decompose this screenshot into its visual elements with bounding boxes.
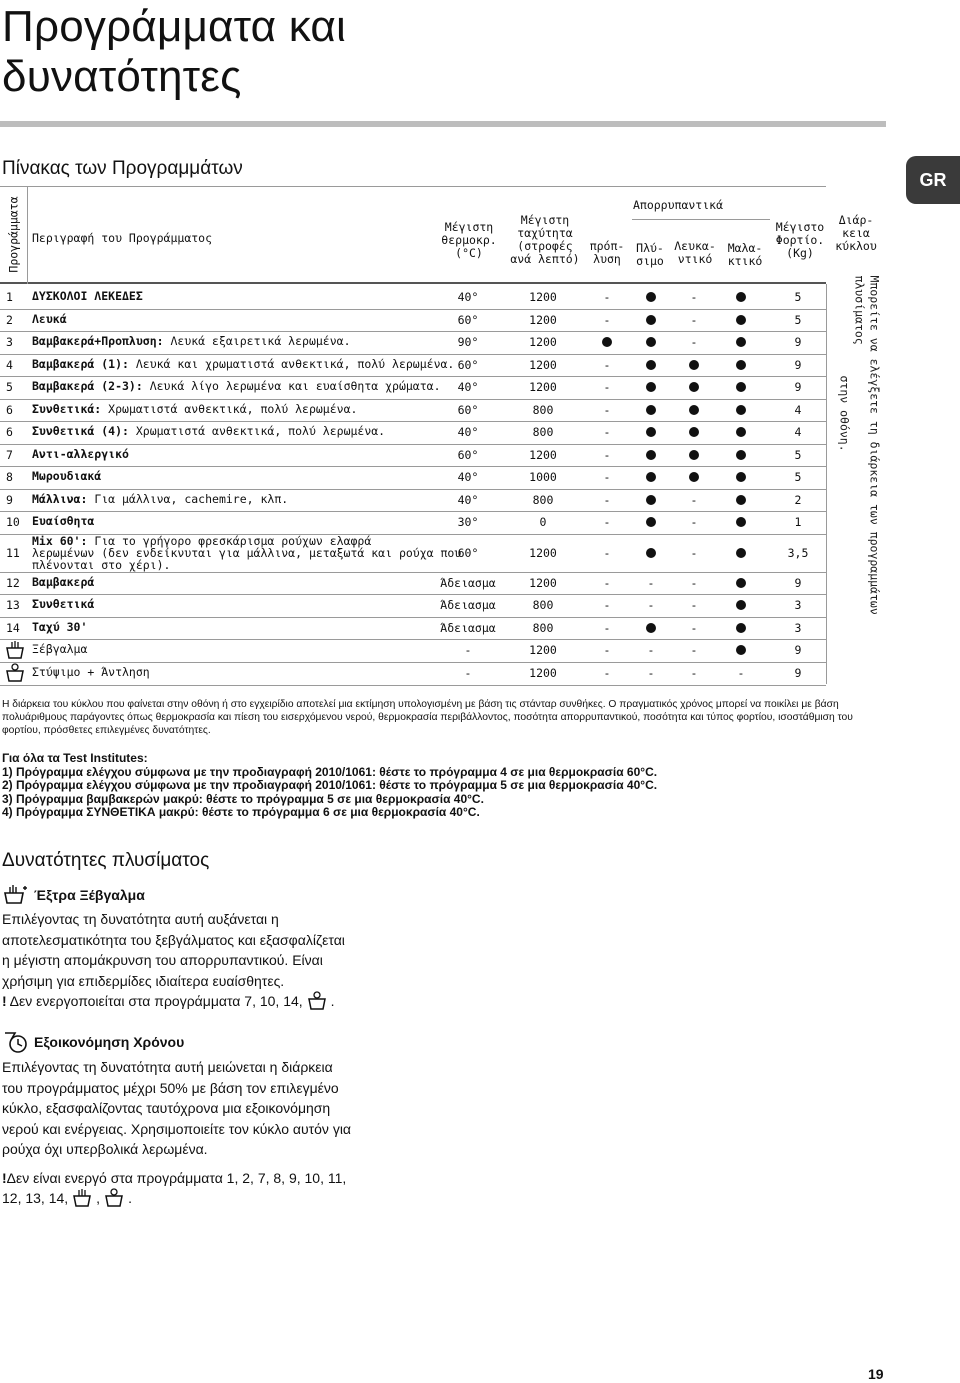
test-institutes-line: 2) Πρόγραμμα ελέγχου σύμφωνα με την προδιαγραφή 2010/1061: θέστε το πρόγραμμα 5 σε μια θερμοκρασία 40°C.	[2, 778, 658, 792]
row-bleach: -	[690, 620, 698, 635]
row-load: 9	[794, 380, 802, 395]
detergents-underline	[632, 219, 770, 220]
rinse-icon	[71, 1188, 93, 1208]
row-number: 9	[6, 492, 13, 507]
row-bleach-dot	[689, 450, 699, 460]
row-pre: -	[603, 470, 611, 485]
row-pre: -	[603, 447, 611, 462]
programs-table	[0, 186, 886, 684]
row-divider	[0, 376, 826, 377]
page-title-line-1: Προγράμματα και	[2, 2, 346, 51]
row-program-detail: Ξέβγαλμα	[32, 642, 88, 657]
time-saver-section	[2, 1030, 422, 1209]
row-speed: 1200	[529, 575, 557, 590]
row-bleach: -	[690, 312, 698, 327]
row-bleach-dot	[689, 472, 699, 482]
row-bleach: -	[690, 335, 698, 350]
row-description	[32, 493, 288, 505]
row-divider	[0, 639, 826, 640]
row-number: 2	[6, 312, 13, 327]
row-divider	[0, 594, 826, 595]
row-number: 6	[6, 402, 13, 417]
row-number: 1	[6, 290, 13, 305]
row-description	[32, 335, 351, 347]
row-soft-dot	[736, 360, 746, 370]
header-max-temp: Μέγιστη θερμοκρ. (°C)	[441, 220, 497, 260]
row-number: 6	[6, 425, 13, 440]
test-institutes-line: 1) Πρόγραμμα ελέγχου σύμφωνα με την προδιαγραφή 2010/1061: θέστε το πρόγραμμα 4 σε μια θερμοκρασία 60°C.	[2, 764, 658, 779]
spin-icon	[103, 1188, 125, 1208]
row-load: 3	[794, 620, 802, 635]
row-description	[32, 643, 87, 655]
row-soft-dot	[736, 292, 746, 302]
row-soft-dot	[736, 517, 746, 527]
row-program-name: ΔΥΣΚΟΛΟΙ ΛΕΚΕΔΕΣ	[32, 289, 143, 304]
row-load: 3	[794, 598, 802, 613]
header-bleach: Λευκα- ντικό	[674, 239, 716, 266]
extra-rinse-warning: ! Δεν ενεργοποιείται στα προγράμματα 7, 10, 14, .	[2, 991, 422, 1012]
row-program-name: Βαμβακερά	[32, 574, 95, 589]
row-load: 1	[794, 515, 802, 530]
row-program-name: Mix 60':	[32, 533, 88, 548]
row-speed: 800	[532, 492, 554, 507]
header-top-line	[0, 186, 826, 187]
row-wash: -	[647, 643, 655, 658]
row-soft-dot	[736, 472, 746, 482]
row-program-name: Μάλλινα:	[32, 491, 88, 506]
extra-rinse-icon	[2, 884, 28, 906]
row-temp: 40°	[457, 380, 479, 395]
table-header	[0, 186, 826, 284]
row-number: 4	[6, 357, 13, 372]
row-pre: -	[603, 545, 611, 560]
header-wash: Πλύ- σιμο	[636, 241, 664, 268]
row-description	[32, 313, 67, 325]
row-program-name: Βαμβακερά (1):	[32, 356, 129, 371]
row-divider	[0, 444, 826, 445]
row-program-name: Συνθετικά	[32, 597, 95, 612]
row-description	[32, 448, 129, 460]
row-temp: 60°	[457, 312, 479, 327]
row-pre: -	[603, 515, 611, 530]
header-prewash: πρόπ- λυση	[589, 239, 625, 266]
row-program-name: Βαμβακερά (2-3):	[32, 379, 143, 394]
table-bottom-line	[0, 685, 826, 686]
row-wash-dot	[646, 450, 656, 460]
warning-mark: !	[2, 1169, 7, 1186]
row-program-name: Συνθετικά:	[32, 401, 102, 416]
row-wash-dot	[646, 360, 656, 370]
language-tab: GR	[906, 156, 960, 204]
row-speed: 800	[532, 402, 554, 417]
extra-rinse-heading	[2, 884, 422, 906]
row-pre-dot	[602, 337, 612, 347]
warning-mark: !	[2, 993, 7, 1009]
row-temp: 60°	[457, 357, 479, 372]
row-load: 4	[794, 425, 802, 440]
row-program-name: Συνθετικά (4):	[32, 424, 129, 439]
row-load: 5	[794, 290, 802, 305]
row-program-detail: Για μάλλινα, cachemire, κλπ.	[87, 491, 289, 506]
row-program-detail: Λευκά και χρωματιστά ανθεκτικά, πολύ λερωμένα.	[128, 356, 455, 371]
row-soft-dot	[736, 548, 746, 558]
row-pre: -	[603, 620, 611, 635]
row-bleach: -	[690, 492, 698, 507]
title-divider	[0, 121, 886, 127]
row-number: 5	[6, 380, 13, 395]
row-bleach: -	[690, 665, 698, 680]
row-pre: -	[603, 492, 611, 507]
row-number: 7	[6, 447, 13, 462]
row-soft-dot	[736, 315, 746, 325]
row-program-name: Μωρουδιακά	[32, 469, 102, 484]
row-wash: -	[647, 575, 655, 590]
row-description	[32, 358, 454, 370]
time-saver-warning: !Δεν είναι ενεργό στα προγράμματα 1, 2, 7, 8, 9, 10, 11, 12, 13, 14, , .	[2, 1168, 422, 1209]
row-speed: 1200	[529, 312, 557, 327]
row-soft-dot	[736, 495, 746, 505]
row-pre: -	[603, 312, 611, 327]
row-load: 2	[794, 492, 802, 507]
row-load: 9	[794, 335, 802, 350]
row-description	[32, 598, 94, 610]
row-bleach-dot	[689, 405, 699, 415]
row-speed: 1200	[529, 335, 557, 350]
duration-disclaimer: Η διάρκεια του κύκλου που φαίνεται στην οθόνη ή στο εγχειρίδιο αποτελεί μια εκτίμηση υπολογισμένη με βάση τις στάνταρ συνθήκες. Ο πραγματικός χρόνος μπορεί να ποικίλει με βάση πολυάριθμους παράγοντες όπως θερμοκρασία και πίεση του εισερχόμενου νερού, θερμοκρασία περιβάλλοντος, ποσότητα απορρυπαντικού, ποσότητα και τύπος φορτίου, ισοστάθμιση του φορτίου, πρόσθετες επιλεγμένες δυνατότητες.	[2, 699, 853, 736]
row-number: 3	[6, 335, 13, 350]
row-description	[32, 470, 101, 482]
row-pre: -	[603, 425, 611, 440]
row-load: 5	[794, 447, 802, 462]
row-divider	[0, 511, 826, 512]
row-load: 4	[794, 402, 802, 417]
row-description	[32, 403, 357, 415]
row-number: 13	[6, 598, 20, 613]
test-institutes-line: 3) Πρόγραμμα βαμβακερών μακρύ: θέστε το πρόγραμμα 5 σε μια θερμοκρασία 40°C.	[2, 791, 484, 806]
row-description	[32, 425, 385, 437]
test-institutes	[2, 752, 657, 820]
row-pre: -	[603, 357, 611, 372]
row-divider	[0, 331, 826, 332]
row-divider	[0, 354, 826, 355]
row-temp: 40°	[457, 470, 479, 485]
row-load: 9	[794, 665, 802, 680]
row-wash-dot	[646, 472, 656, 482]
rinse-icon	[4, 640, 26, 660]
table-title: Πίνακας των Προγραμμάτων	[2, 158, 243, 179]
row-description	[32, 576, 94, 588]
header-max-speed: Μέγιστη ταχύτητα (στροφές ανά λεπτό)	[510, 213, 580, 266]
row-temp: Άδειασμα	[440, 598, 496, 613]
row-temp: 30°	[457, 515, 479, 530]
row-load: 3,5	[787, 545, 809, 560]
row-load: 9	[794, 643, 802, 658]
row-bleach: -	[690, 545, 698, 560]
row-wash-dot	[646, 427, 656, 437]
row-soft-dot	[736, 623, 746, 633]
row-pre: -	[603, 402, 611, 417]
row-divider	[0, 617, 826, 618]
row-speed: 1200	[529, 643, 557, 658]
header-max-load: Μέγιστο Φορτίο. (Kg)	[775, 220, 825, 260]
row-program-detail: Χρωματιστά ανθεκτικά, πολύ λερωμένα.	[101, 401, 358, 416]
row-speed: 800	[532, 598, 554, 613]
row-bleach: -	[690, 515, 698, 530]
page-number: 19	[868, 1366, 884, 1382]
header-bottom-line	[0, 282, 826, 284]
extra-rinse-title: Έξτρα Ξέβγαλμα	[34, 887, 145, 903]
row-temp: 60°	[457, 545, 479, 560]
row-temp: -	[464, 643, 472, 658]
row-temp: Άδειασμα	[440, 575, 496, 590]
duration-note: Μπορείτε να ελέγξετε τη διάρκεια των προγραμμάτων πλυσίματος στην οθόνη.	[837, 275, 882, 615]
row-pre: -	[603, 290, 611, 305]
row-number: 12	[6, 575, 20, 590]
row-bleach-dot	[689, 360, 699, 370]
row-speed: 1000	[529, 470, 557, 485]
row-soft-dot	[736, 427, 746, 437]
page-title-line-2: δυνατότητες	[2, 52, 242, 101]
row-soft-dot	[736, 450, 746, 460]
row-temp: Άδειασμα	[440, 620, 496, 635]
page-title	[2, 2, 346, 102]
row-temp: 60°	[457, 402, 479, 417]
row-speed: 800	[532, 620, 554, 635]
row-program-name: Αντι-αλλεργικό	[32, 446, 129, 461]
row-program-name: Ταχύ 30'	[32, 619, 88, 634]
row-divider	[0, 572, 826, 573]
row-number: 14	[6, 620, 20, 635]
row-pre: -	[603, 665, 611, 680]
row-soft-dot	[736, 405, 746, 415]
row-wash: -	[647, 598, 655, 613]
row-program-name: Λευκά	[32, 311, 67, 326]
row-temp: 90°	[457, 335, 479, 350]
row-load: 5	[794, 470, 802, 485]
time-saver-heading	[2, 1030, 422, 1054]
test-institutes-line: 4) Πρόγραμμα ΣΥΝΘΕΤΙΚΑ μακρύ: θέστε το πρόγραμμα 6 σε μια θερμοκρασία 40°C.	[2, 805, 480, 819]
row-program-detail: Χρωματιστά ανθεκτικά, πολύ λερωμένα.	[128, 424, 386, 439]
row-divider	[0, 662, 826, 663]
row-soft-dot	[736, 645, 746, 655]
header-detergents: Απορρυπαντικά	[632, 198, 723, 212]
row-speed: 1200	[529, 665, 557, 680]
row-pre: -	[603, 575, 611, 590]
row-description	[32, 621, 87, 633]
row-number: 8	[6, 470, 13, 485]
row-bleach: -	[690, 575, 698, 590]
row-speed: 1200	[529, 545, 557, 560]
row-pre: -	[603, 598, 611, 613]
row-speed: 1200	[529, 290, 557, 305]
row-description	[32, 290, 143, 302]
header-description: Περιγραφή του Προγράμματος	[32, 231, 213, 245]
row-temp: 40°	[457, 425, 479, 440]
row-soft-dot	[736, 600, 746, 610]
row-load: 5	[794, 312, 802, 327]
row-program-detail: Λευκά εξαιρετικά λερωμένα.	[163, 334, 351, 349]
row-speed: 0	[539, 515, 547, 530]
row-soft-dot	[736, 578, 746, 588]
row-bleach-dot	[689, 382, 699, 392]
row-bleach: -	[690, 643, 698, 658]
row-description	[32, 515, 94, 527]
row-description: Mix 60': Για το γρήγορο φρεσκάρισμα ρούχων ελαφρά λερωμένων (δεν ενδείκνυται για μάλλινα, μεταξωτά και ρούχα που πλένονται στο χέρι).	[32, 533, 462, 572]
row-description	[32, 666, 150, 678]
row-speed: 800	[532, 425, 554, 440]
row-load: 9	[794, 357, 802, 372]
row-wash: -	[647, 665, 655, 680]
row-bleach: -	[690, 598, 698, 613]
row-program-name: Βαμβακερά+Προπλυση:	[32, 334, 164, 349]
header-programs-divider	[27, 186, 28, 284]
header-softener: Μαλα- κτικό	[727, 241, 763, 268]
row-speed: 1200	[529, 380, 557, 395]
row-wash-dot	[646, 405, 656, 415]
row-number: 10	[6, 515, 20, 530]
time-saver-description: Επιλέγοντας τη δυνατότητα αυτή μειώνεται η διάρκεια του προγράμματος μέχρι 50% με βάση τον επιλεγμένο κύκλο, εξασφαλίζοντας ταυτόχρονα μια εξοικονόμηση νερού και ενέργειας. Χρησιμοποιείτε τον κύκλο αυτόν για ρούχα όχι υπερβολικά λερωμένα. !Δεν είναι ενεργό στα προγράμματα 1, 2, 7, 8, 9, 10, 11, 12, 13, 14, , .	[2, 1057, 422, 1209]
row-temp: 60°	[457, 447, 479, 462]
row-divider	[0, 309, 826, 310]
row-pre: -	[603, 643, 611, 658]
row-divider	[0, 489, 826, 490]
row-program-detail: Λευκά λίγο λερωμένα και ευαίσθητα χρώματα.	[142, 379, 441, 394]
spin-icon	[4, 663, 26, 683]
row-pre: -	[603, 380, 611, 395]
test-institutes-heading: Για όλα τα Test Institutes:	[2, 751, 148, 765]
row-temp: -	[464, 665, 472, 680]
row-temp: 40°	[457, 290, 479, 305]
options-title: Δυνατότητες πλυσίματος	[2, 850, 210, 871]
row-bleach-dot	[689, 427, 699, 437]
row-divider	[0, 399, 826, 400]
row-speed: 1200	[529, 447, 557, 462]
row-description	[32, 380, 441, 392]
header-duration: Διάρ- κεια κύκλου	[835, 213, 877, 253]
row-program-detail: Στύψιμο + Άντληση	[32, 664, 150, 679]
row-speed: 1200	[529, 357, 557, 372]
row-divider	[0, 466, 826, 467]
row-number: 11	[6, 545, 20, 560]
row-soft: -	[737, 665, 745, 680]
clock-icon	[2, 1030, 28, 1054]
row-program-name: Ευαίσθητα	[32, 514, 95, 529]
row-bleach: -	[690, 290, 698, 305]
row-temp: 40°	[457, 492, 479, 507]
extra-rinse-section	[2, 884, 422, 1012]
row-load: 9	[794, 575, 802, 590]
header-programs: Προγράμματα	[6, 196, 21, 273]
extra-rinse-description: Επιλέγοντας τη δυνατότητα αυτή αυξάνεται η αποτελεσματικότητα του ξεβγάλματος και εξασφαλίζεται η μέγιστη απομάκρυνση του απορρυπαντικού. Είναι χρήσιμη για επιδερμίδες ιδιαίτερα ευαίσθητες. ! Δεν ενεργοποιείται στα προγράμματα 7, 10, 14, .	[2, 909, 422, 1012]
row-program-detail: Για το γρήγορο φρεσκάρισμα ρούχων ελαφρά	[87, 533, 372, 548]
row-wash-dot	[646, 382, 656, 392]
time-saver-title: Εξοικονόμηση Χρόνου	[34, 1034, 185, 1050]
row-soft-dot	[736, 337, 746, 347]
row-divider	[0, 421, 826, 422]
row-soft-dot	[736, 382, 746, 392]
spin-icon	[306, 991, 328, 1011]
